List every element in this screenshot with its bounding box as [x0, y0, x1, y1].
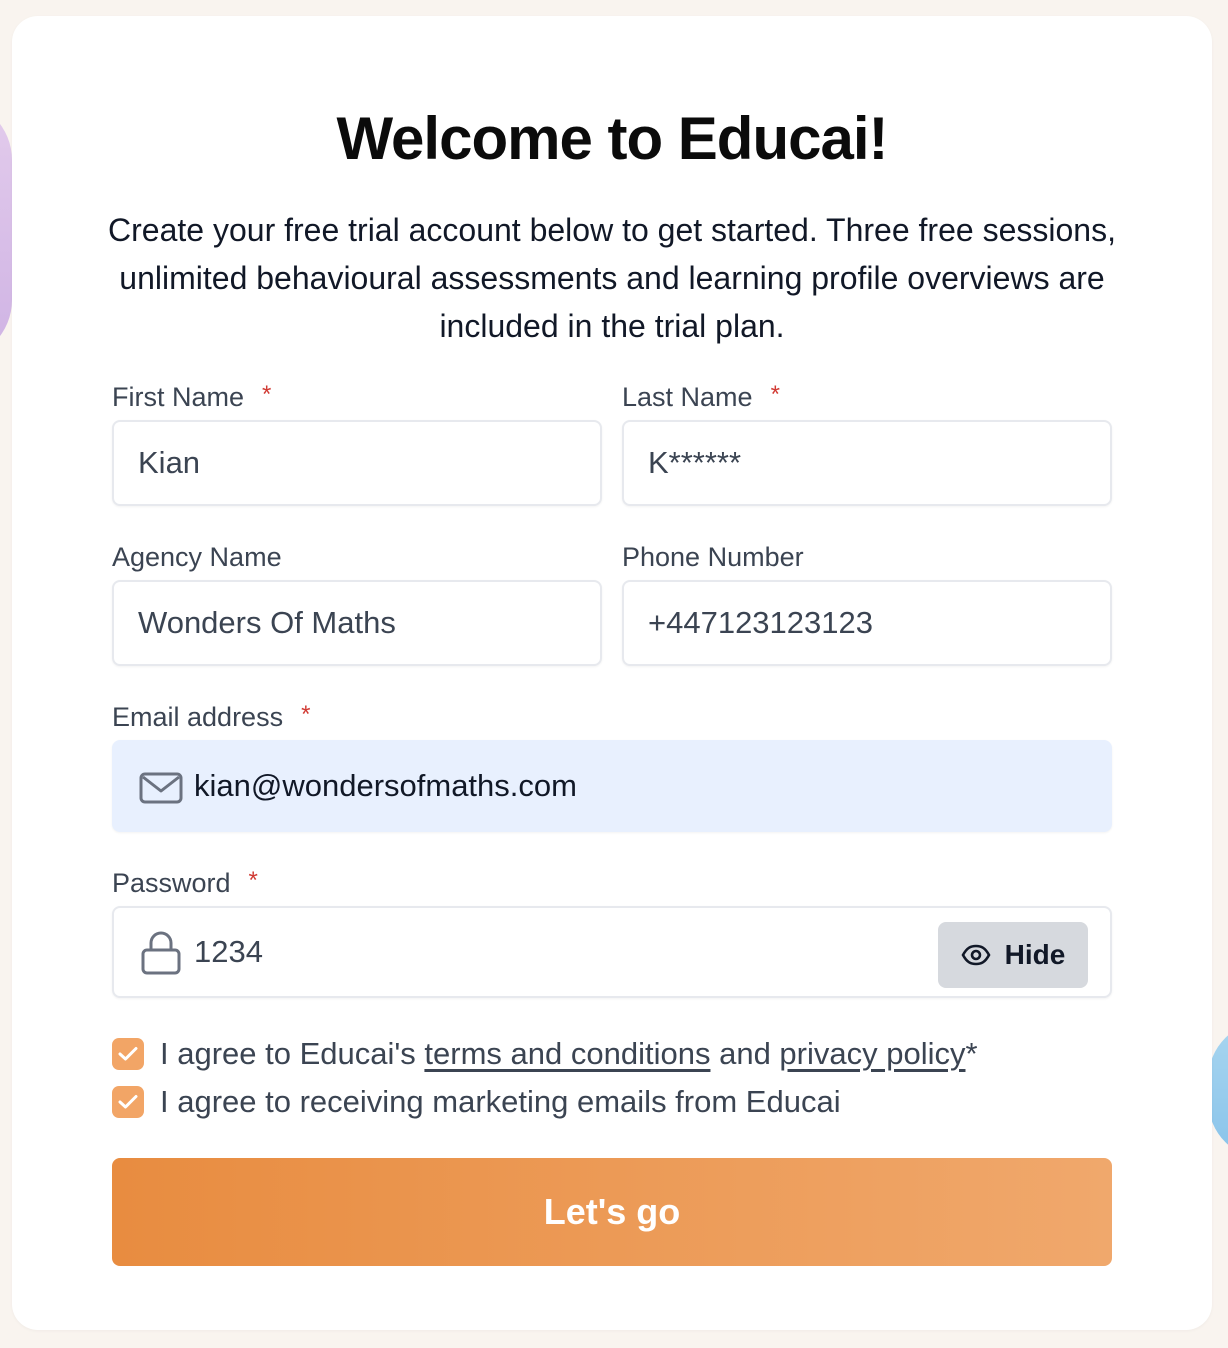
submit-button[interactable]: Let's go [112, 1158, 1112, 1266]
last-name-field[interactable] [622, 420, 1112, 506]
first-name-label [112, 382, 271, 413]
password-label [112, 868, 258, 899]
last-name-label-text: Last Name [622, 382, 753, 412]
required-asterisk: * [301, 701, 311, 728]
signup-card [12, 16, 1212, 1330]
email-field[interactable] [112, 740, 1112, 832]
check-icon [118, 1046, 138, 1062]
phone-number-input[interactable] [648, 582, 1086, 664]
terms-prefix-text: I agree to Educai's [160, 1036, 425, 1071]
terms-link[interactable]: terms and conditions [424, 1036, 711, 1071]
marketing-checkbox[interactable] [112, 1086, 144, 1118]
email-label [112, 702, 310, 733]
password-field[interactable] [112, 906, 1112, 998]
phone-number-field[interactable] [622, 580, 1112, 666]
toggle-password-label: Hide [1004, 939, 1066, 970]
intro-text: Create your free trial account below to get started. Three free sessions, unlimited behavioural assessments and learning profile overviews are included in the trial plan. [108, 212, 1116, 344]
mail-icon [138, 765, 184, 811]
page-title: Welcome to Educai! [336, 105, 888, 172]
phone-number-label [622, 542, 804, 573]
last-name-label [622, 382, 780, 413]
terms-middle-text: and [710, 1036, 780, 1071]
email-input[interactable] [194, 742, 1094, 830]
terms-required-suffix: * [965, 1036, 978, 1071]
email-label-text: Email address [112, 702, 284, 732]
toggle-password-button[interactable] [938, 922, 1088, 988]
lock-icon [138, 930, 184, 976]
agency-name-input[interactable] [138, 582, 576, 664]
password-label-text: Password [112, 868, 231, 898]
first-name-input[interactable] [138, 422, 576, 504]
agency-name-label-text: Agency Name [112, 542, 282, 572]
required-asterisk: * [262, 381, 272, 408]
check-icon [118, 1094, 138, 1110]
first-name-label-text: First Name [112, 382, 245, 412]
decorative-blob-left [0, 100, 12, 360]
agency-name-label [112, 542, 282, 573]
marketing-consent-row [112, 1084, 841, 1120]
first-name-field[interactable] [112, 420, 602, 506]
last-name-input[interactable] [648, 422, 1086, 504]
agency-name-field[interactable] [112, 580, 602, 666]
terms-consent-row [112, 1036, 978, 1072]
privacy-policy-link[interactable]: privacy policy [779, 1036, 966, 1071]
required-asterisk: * [770, 381, 780, 408]
required-asterisk: * [248, 867, 258, 894]
marketing-consent-text: I agree to receiving marketing emails from Educai [160, 1084, 841, 1119]
terms-checkbox[interactable] [112, 1038, 144, 1070]
eye-icon [961, 944, 991, 966]
password-input[interactable] [194, 908, 894, 996]
phone-number-label-text: Phone Number [622, 542, 804, 572]
